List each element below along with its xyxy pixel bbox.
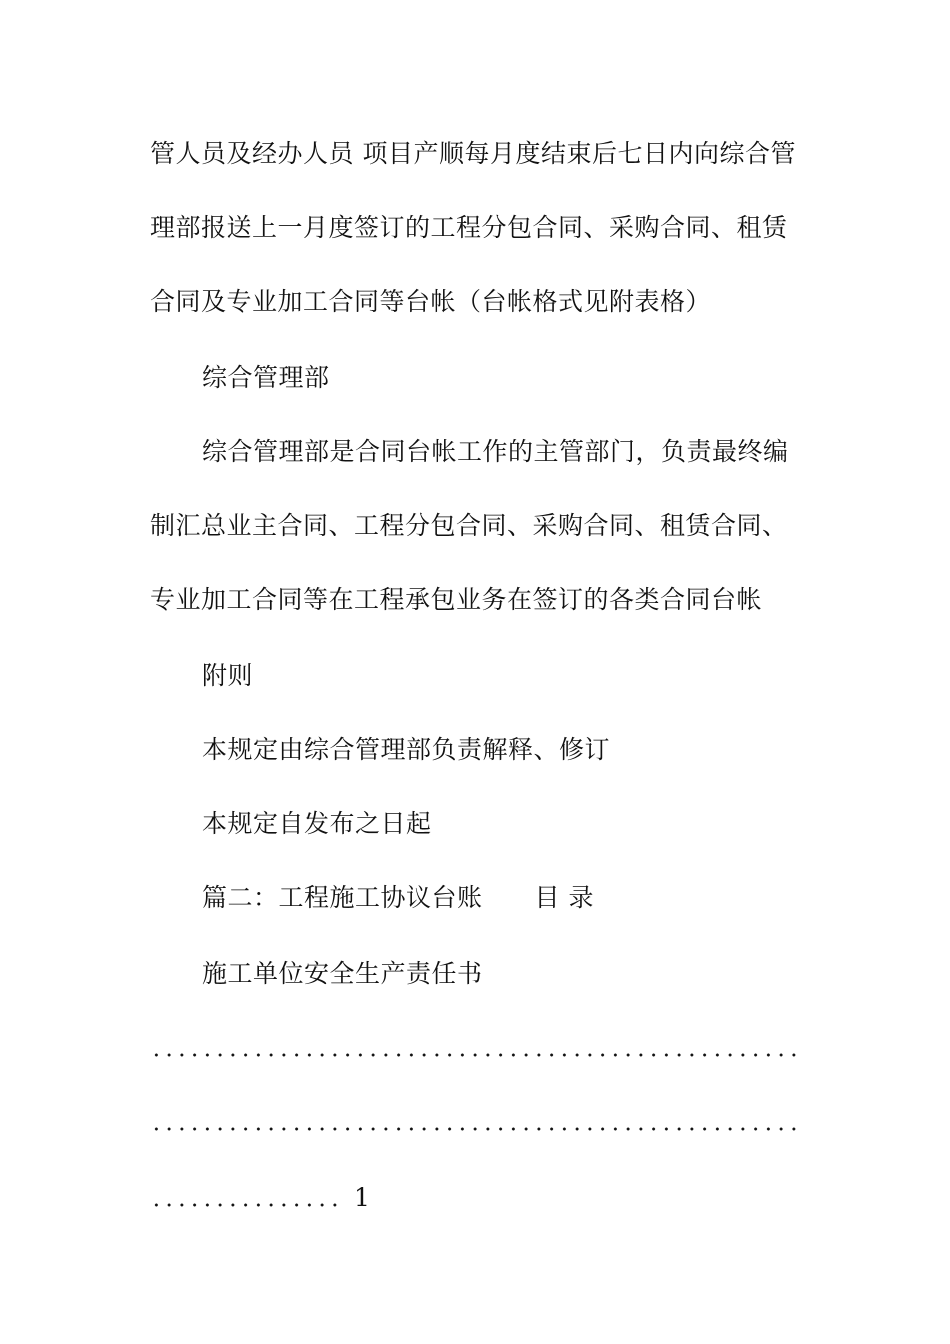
paragraph-line-5: 综合管理部是合同台帐工作的主管部门，负责最终编 (202, 437, 789, 466)
paragraph-line-1: 管人员及经办人员 项目产顺每月度结束后七日内向综合管 (150, 139, 796, 168)
paragraph-line-10: 本规定自发布之日起 (202, 809, 432, 838)
section-heading-supplementary: 附则 (202, 661, 254, 690)
paragraph-line-9: 本规定由综合管理部负责解释、修订 (202, 735, 611, 764)
toc-entry-page-number: 1 (354, 1183, 370, 1212)
section-heading-integrated-management: 综合管理部 (202, 363, 330, 392)
toc-heading-suffix: 目 录 (534, 883, 594, 912)
toc-entry-title: 施工单位安全生产责任书 (202, 959, 483, 988)
paragraph-line-6: 制汇总业主合同、工程分包合同、采购合同、租赁合同、 (150, 511, 788, 540)
toc-leader-dots-3 (150, 1200, 338, 1210)
toc-heading-line (202, 882, 862, 914)
toc-leader-dots-2 (150, 1124, 800, 1134)
toc-leader-dots-1 (150, 1050, 800, 1060)
toc-heading: 篇二：工程施工协议台账 (202, 883, 483, 912)
paragraph-line-2: 理部报送上一月度签订的工程分包合同、采购合同、租赁 (150, 213, 788, 242)
paragraph-line-3: 合同及专业加工合同等台帐（台帐格式见附表格） (150, 287, 712, 316)
paragraph-line-7: 专业加工合同等在工程承包业务在签订的各类合同台帐 (150, 585, 763, 614)
